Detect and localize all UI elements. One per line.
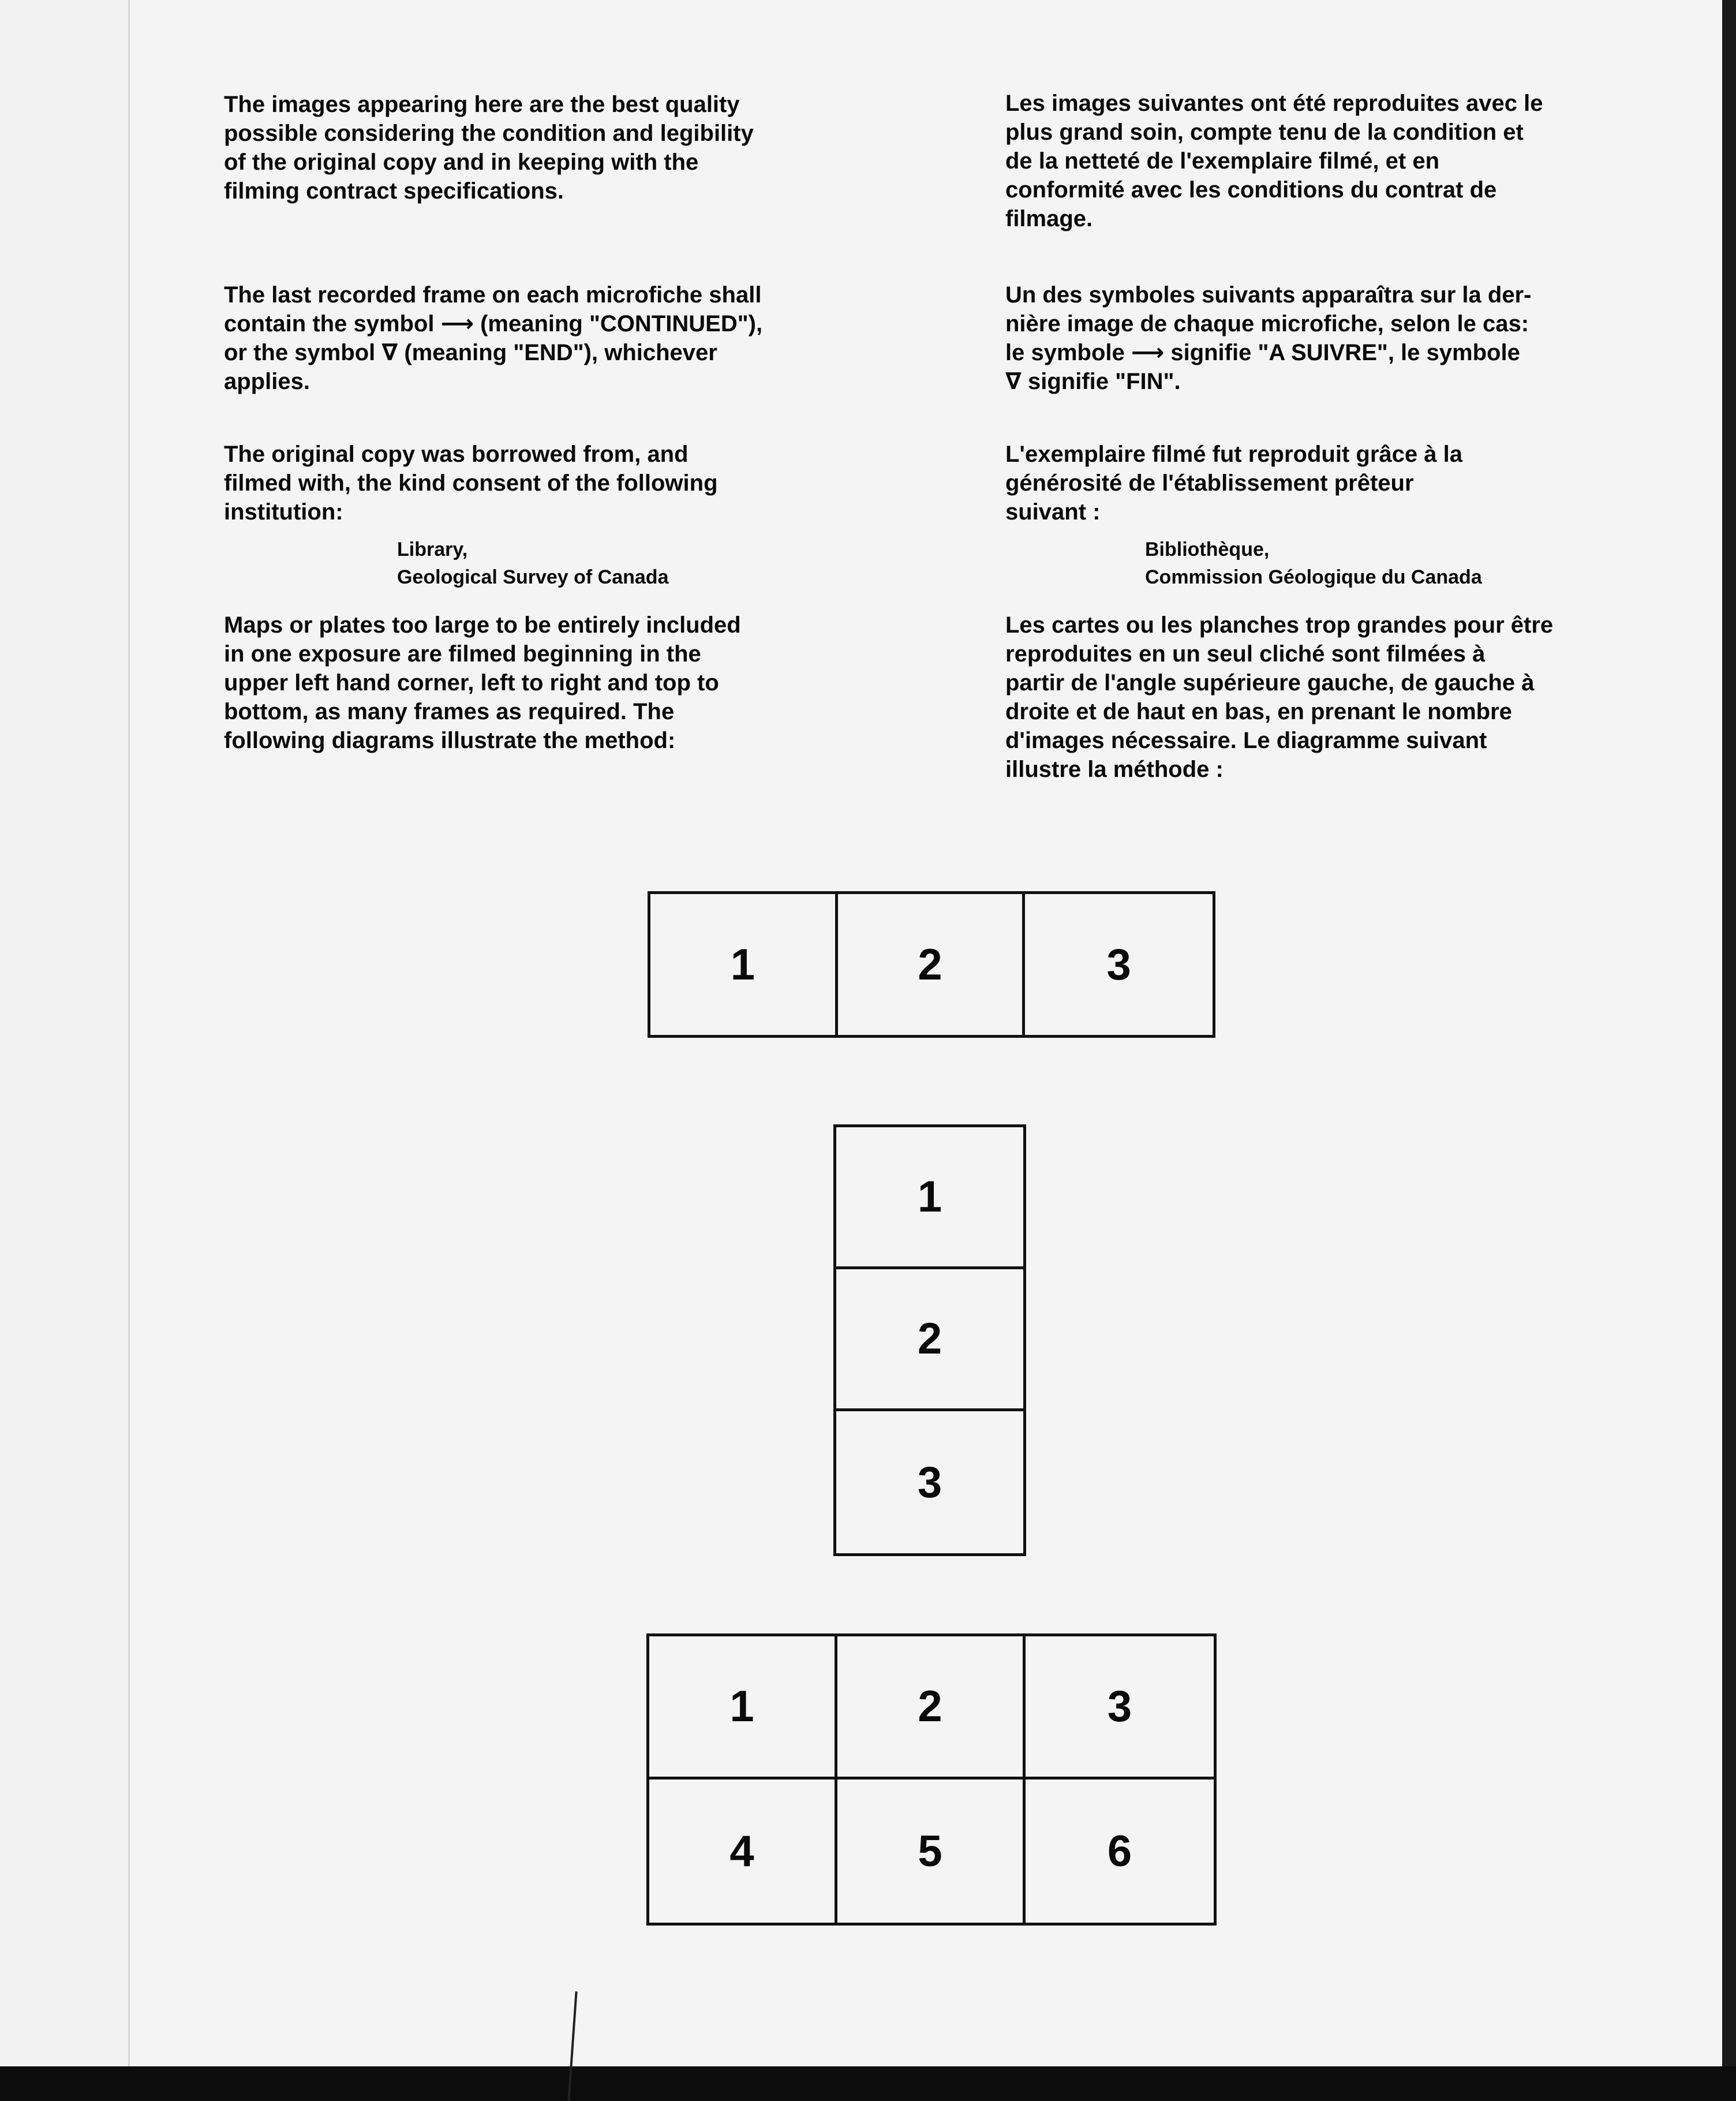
- diagram-row-of-three: [648, 891, 1215, 1038]
- english-institution-name: Library, Geological Survey of Canada: [397, 539, 669, 588]
- french-institution-name: Bibliothèque, Commission Géologique du Canada: [1145, 539, 1482, 588]
- diagram-column-of-three: [833, 1124, 1026, 1556]
- frame-cell: 2: [836, 1269, 1023, 1411]
- frame-cell: 3: [1106, 940, 1131, 989]
- frame-cell: 2: [837, 1636, 1026, 1780]
- english-quality-paragraph: The images appearing here are the best quality possible considering the condition and legibility of the original copy and in keeping with the filming contract specifications.: [224, 92, 754, 204]
- frame-cell: 3: [1026, 1636, 1214, 1780]
- english-maps-paragraph: Maps or plates too large to be entirely included in one exposure are filmed beginning in the upper left hand corner, left to right and top to bottom, as many frames as required. The following diagrams illustrate the method:: [224, 612, 741, 753]
- frame-cell: 1: [836, 1127, 1023, 1269]
- french-maps-paragraph: Les cartes ou les planches trop grandes pour être reproduites en un seul cliché sont filmées à partir de l'angle supérieure gauche, de gauche à droite et de haut en bas, en prenant le nombre d'images nécessaire. Le diagramme suivant illustre la méthode :: [1005, 612, 1554, 782]
- frame-cell: 1: [649, 1636, 837, 1780]
- frame-cell: 1: [650, 894, 838, 1035]
- film-edge-right: [1722, 0, 1736, 2066]
- frame-cell: 6: [1107, 1826, 1132, 1876]
- film-edge-bottom: [0, 2066, 1736, 2101]
- frame-cell: 5: [837, 1780, 1026, 1923]
- french-symbol-paragraph: Un des symboles suivants apparaîtra sur la der- nière image de chaque microfiche, selon le cas: le symbole ⟶ signifie "A SUIVRE", le symbole ∇ signifie "FIN".: [1005, 282, 1532, 394]
- english-symbol-paragraph: The last recorded frame on each microfiche shall contain the symbol ⟶ (meaning "CONTINUED"), or the symbol ∇ (meaning "END"), whichever applies.: [224, 282, 763, 394]
- french-quality-paragraph: Les images suivantes ont été reproduites avec le plus grand soin, compte tenu de la condition et de la netteté de l'exemplaire filmé, et en conformité avec les conditions du contrat de filmage.: [1005, 91, 1543, 231]
- french-borrowed-paragraph: L'exemplaire filmé fut reproduit grâce à la générosité de l'établissement prêteur suivant :: [1005, 442, 1462, 525]
- frame-cell: 3: [917, 1457, 942, 1507]
- frame-cell: 4: [649, 1780, 837, 1923]
- diagram-grid-of-six: [646, 1633, 1217, 1926]
- frame-cell: 2: [838, 894, 1026, 1035]
- english-borrowed-paragraph: The original copy was borrowed from, and filmed with, the kind consent of the following institution:: [224, 442, 718, 525]
